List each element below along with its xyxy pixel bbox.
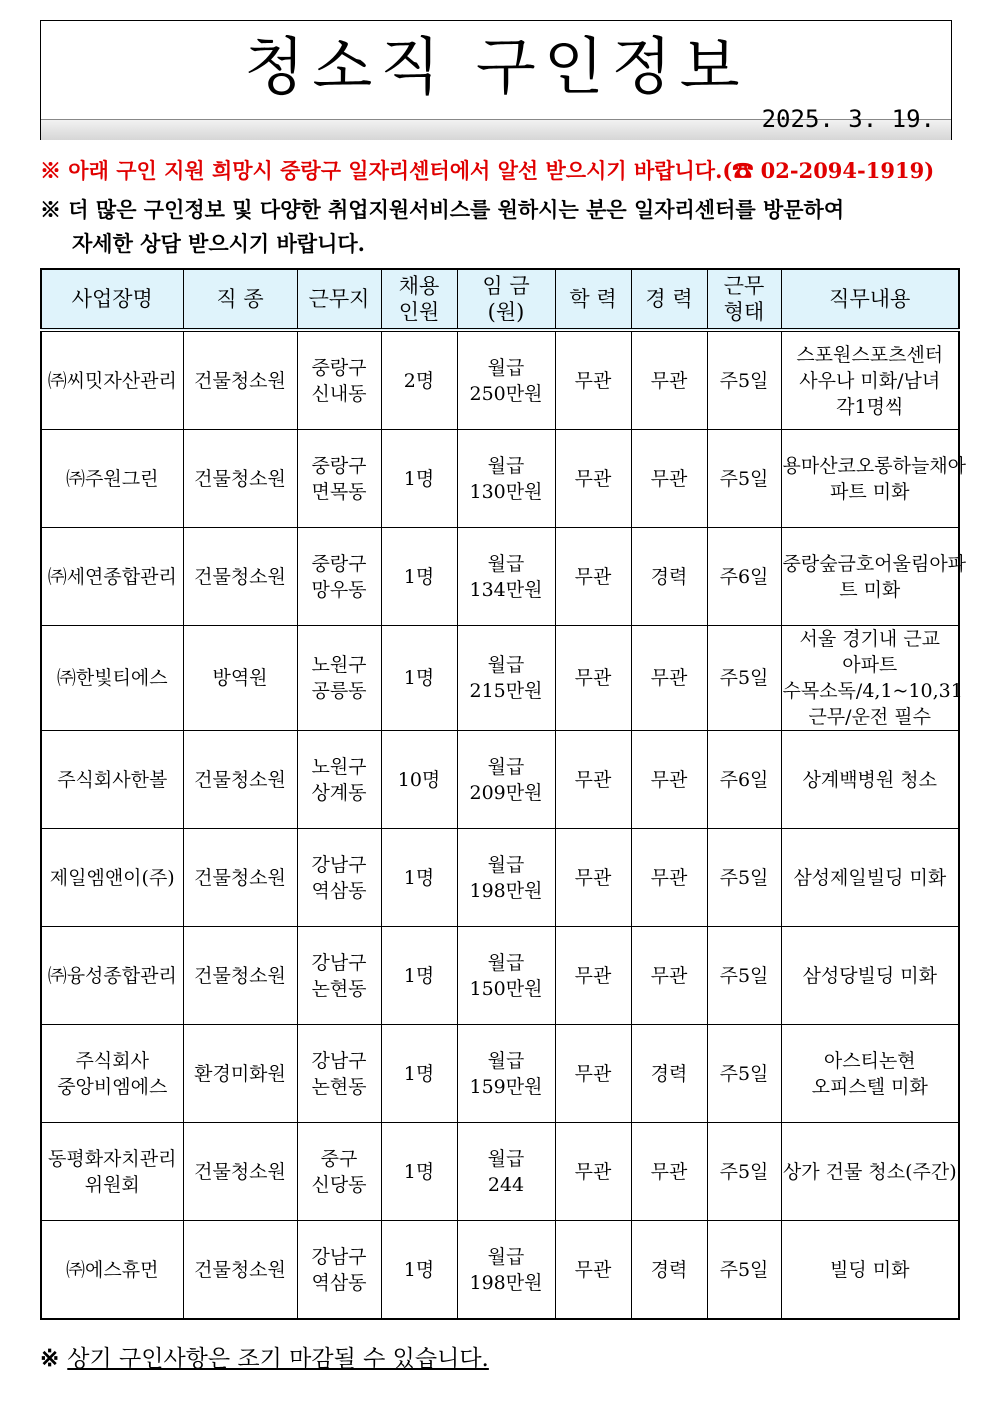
cell-worktype: 주5일 — [707, 829, 781, 927]
cell-education: 무관 — [555, 731, 631, 829]
cell-duty: 스포원스포츠센터 사우나 미화/남녀 각1명씩 — [781, 330, 959, 430]
footer-mark: ※ — [40, 1345, 68, 1372]
cell-experience: 무관 — [631, 1123, 707, 1221]
cell-education: 무관 — [555, 330, 631, 430]
table-row — [41, 330, 959, 430]
column-header: 임 금 (원) — [457, 269, 555, 330]
cell-worktype: 주5일 — [707, 330, 781, 430]
cell-wage: 월급 209만원 — [457, 731, 555, 829]
table-row — [41, 626, 959, 731]
cell-company: ㈜융성종합관리 — [41, 927, 183, 1025]
cell-duty: 삼성제일빌딩 미화 — [781, 829, 959, 927]
cell-count: 1명 — [381, 1025, 457, 1123]
cell-experience: 경력 — [631, 1221, 707, 1320]
cell-wage: 월급 244 — [457, 1123, 555, 1221]
column-header: 근무 형태 — [707, 269, 781, 330]
cell-worktype: 주6일 — [707, 731, 781, 829]
date: 2025. 3. 19. — [761, 105, 935, 133]
cell-job: 환경미화원 — [183, 1025, 297, 1123]
notice-visit — [40, 193, 960, 261]
cell-experience: 경력 — [631, 1025, 707, 1123]
cell-count: 1명 — [381, 927, 457, 1025]
title-box — [40, 20, 952, 140]
cell-count: 10명 — [381, 731, 457, 829]
column-header: 사업장명 — [41, 269, 183, 330]
cell-job: 방역원 — [183, 626, 297, 731]
cell-count: 1명 — [381, 829, 457, 927]
footer-text: 상기 구인사항은 조기 마감될 수 있습니다. — [67, 1346, 489, 1372]
cell-experience: 경력 — [631, 528, 707, 626]
cell-education: 무관 — [555, 430, 631, 528]
cell-worktype: 주5일 — [707, 1221, 781, 1320]
column-header: 채용 인원 — [381, 269, 457, 330]
cell-worktype: 주5일 — [707, 1123, 781, 1221]
column-header: 근무지 — [297, 269, 381, 330]
cell-education: 무관 — [555, 1025, 631, 1123]
cell-education: 무관 — [555, 1221, 631, 1320]
cell-wage: 월급 150만원 — [457, 927, 555, 1025]
cell-company: ㈜주원그린 — [41, 430, 183, 528]
cell-location: 강남구 역삼동 — [297, 829, 381, 927]
table-row — [41, 1123, 959, 1221]
cell-duty: 서울 경기내 근교 아파트 수목소독/4,1~10,31 근무/운전 필수 — [781, 626, 959, 731]
cell-count: 1명 — [381, 430, 457, 528]
cell-count: 1명 — [381, 528, 457, 626]
cell-location: 중랑구 면목동 — [297, 430, 381, 528]
cell-duty: 아스티논현 오피스텔 미화 — [781, 1025, 959, 1123]
cell-worktype: 주6일 — [707, 528, 781, 626]
notice-visit-line1: ※ 더 많은 구인정보 및 다양한 취업지원서비스를 원하시는 분은 일자리센터를 방문하여 — [40, 197, 845, 222]
cell-job: 건물청소원 — [183, 1123, 297, 1221]
cell-duty: 중랑숲금호어울림아파 트 미화 — [781, 528, 959, 626]
cell-job: 건물청소원 — [183, 927, 297, 1025]
cell-wage: 월급 215만원 — [457, 626, 555, 731]
column-header: 직무내용 — [781, 269, 959, 330]
column-header: 학 력 — [555, 269, 631, 330]
cell-job: 건물청소원 — [183, 1221, 297, 1320]
cell-wage: 월급 130만원 — [457, 430, 555, 528]
table-row — [41, 927, 959, 1025]
cell-duty: 상가 건물 청소(주간) — [781, 1123, 959, 1221]
cell-worktype: 주5일 — [707, 430, 781, 528]
cell-company: ㈜에스휴먼 — [41, 1221, 183, 1320]
table-row — [41, 430, 959, 528]
cell-company: 동평화자치관리 위원회 — [41, 1123, 183, 1221]
cell-experience: 무관 — [631, 731, 707, 829]
cell-worktype: 주5일 — [707, 927, 781, 1025]
cell-duty: 삼성당빌딩 미화 — [781, 927, 959, 1025]
cell-experience: 무관 — [631, 927, 707, 1025]
table-body — [41, 330, 967, 1319]
cell-job: 건물청소원 — [183, 430, 297, 528]
cell-wage: 월급 198만원 — [457, 829, 555, 927]
cell-experience: 무관 — [631, 626, 707, 731]
cell-job: 건물청소원 — [183, 528, 297, 626]
notice-contact: ※ 아래 구인 지원 희망시 중랑구 일자리센터에서 알선 받으시기 바랍니다.(☎ 02-2094-1919) — [40, 158, 935, 183]
cell-education: 무관 — [555, 626, 631, 731]
cell-location: 강남구 논현동 — [297, 927, 381, 1025]
page-title: 청소직 구인정보 — [244, 29, 748, 103]
cell-company: 주식회사한볼 — [41, 731, 183, 829]
table-header-row — [41, 269, 959, 330]
cell-count: 1명 — [381, 626, 457, 731]
cell-job: 건물청소원 — [183, 829, 297, 927]
cell-wage: 월급 134만원 — [457, 528, 555, 626]
table-row — [41, 1025, 959, 1123]
cell-education: 무관 — [555, 829, 631, 927]
cell-count: 2명 — [381, 330, 457, 430]
cell-location: 중구 신당동 — [297, 1123, 381, 1221]
notice-visit-line2: 자세한 상담 받으시기 바랍니다. — [72, 231, 365, 256]
cell-experience: 무관 — [631, 829, 707, 927]
table-row — [41, 528, 959, 626]
cell-location: 중랑구 신내동 — [297, 330, 381, 430]
cell-location: 강남구 역삼동 — [297, 1221, 381, 1320]
footer-note — [40, 1340, 489, 1373]
column-header: 경 력 — [631, 269, 707, 330]
cell-education: 무관 — [555, 1123, 631, 1221]
cell-job: 건물청소원 — [183, 330, 297, 430]
cell-company: ㈜씨밋자산관리 — [41, 330, 183, 430]
cell-company: ㈜세연종합관리 — [41, 528, 183, 626]
table-row — [41, 1221, 959, 1320]
cell-company: ㈜한빛티에스 — [41, 626, 183, 731]
cell-location: 노원구 상계동 — [297, 731, 381, 829]
cell-wage: 월급 198만원 — [457, 1221, 555, 1320]
cell-company: 주식회사 중앙비엠에스 — [41, 1025, 183, 1123]
job-table — [40, 268, 967, 1320]
cell-job: 건물청소원 — [183, 731, 297, 829]
cell-location: 중랑구 망우동 — [297, 528, 381, 626]
cell-worktype: 주5일 — [707, 1025, 781, 1123]
cell-wage: 월급 159만원 — [457, 1025, 555, 1123]
cell-experience: 무관 — [631, 330, 707, 430]
cell-count: 1명 — [381, 1123, 457, 1221]
cell-duty: 용마산코오롱하늘채아 파트 미화 — [781, 430, 959, 528]
column-header: 직 종 — [183, 269, 297, 330]
cell-education: 무관 — [555, 528, 631, 626]
cell-company: 제일엠앤이(주) — [41, 829, 183, 927]
cell-duty: 빌딩 미화 — [781, 1221, 959, 1320]
cell-duty: 상계백병원 청소 — [781, 731, 959, 829]
cell-location: 노원구 공릉동 — [297, 626, 381, 731]
cell-location: 강남구 논현동 — [297, 1025, 381, 1123]
cell-worktype: 주5일 — [707, 626, 781, 731]
cell-education: 무관 — [555, 927, 631, 1025]
cell-experience: 무관 — [631, 430, 707, 528]
cell-wage: 월급 250만원 — [457, 330, 555, 430]
table-row — [41, 731, 959, 829]
cell-count: 1명 — [381, 1221, 457, 1320]
table-row — [41, 829, 959, 927]
